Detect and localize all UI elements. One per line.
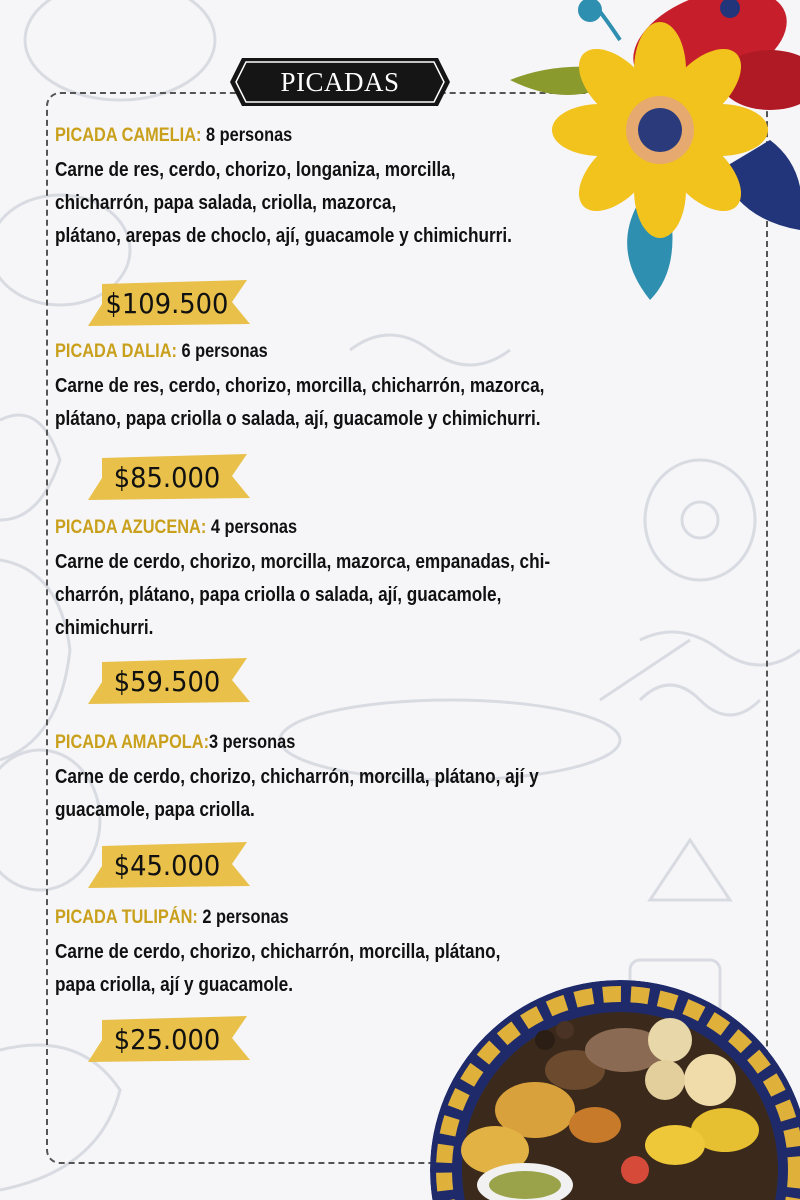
section-title-tag bbox=[228, 56, 452, 108]
price-ribbon bbox=[82, 656, 252, 706]
section-title: PICADAS bbox=[280, 67, 400, 97]
item-persons: 6 personas bbox=[176, 341, 268, 362]
item-persons: 3 personas bbox=[209, 732, 296, 753]
item-name: PICADA DALIA: bbox=[55, 341, 177, 362]
item-name: PICADA TULIPÁN: bbox=[55, 907, 198, 928]
price-ribbon bbox=[82, 278, 252, 328]
item-persons: 8 personas bbox=[201, 125, 293, 146]
price-ribbon bbox=[82, 452, 252, 502]
item-price: $25.000 bbox=[113, 1023, 221, 1056]
menu-item-dalia bbox=[55, 340, 624, 436]
food-plate-image bbox=[425, 960, 800, 1200]
item-price: $59.500 bbox=[113, 665, 221, 698]
item-name: PICADA AMAPOLA: bbox=[55, 732, 210, 753]
item-name: PICADA CAMELIA: bbox=[55, 125, 202, 146]
item-price: $109.500 bbox=[105, 287, 229, 320]
menu-item-camelia bbox=[55, 124, 586, 253]
item-description: Carne de cerdo, chorizo, morcilla, mazorca, empanadas, chi- charrón, plátano, papa criolla o salada, ají, guacamole, chimichurri. bbox=[55, 551, 551, 639]
item-description: Carne de res, cerdo, chorizo, longaniza, morcilla, chicharrón, papa salada, criolla, mazorca, plátano, arepas de choclo, ají, guacamole y chimichurri. bbox=[55, 159, 512, 247]
item-price: $45.000 bbox=[113, 849, 221, 882]
menu-item-azucena bbox=[55, 516, 631, 645]
item-name: PICADA AZUCENA: bbox=[55, 517, 207, 538]
price-ribbon bbox=[82, 840, 252, 890]
item-persons: 2 personas bbox=[197, 907, 289, 928]
item-price: $85.000 bbox=[113, 461, 221, 494]
item-persons: 4 personas bbox=[206, 517, 298, 538]
item-description: Carne de cerdo, chorizo, chicharrón, morcilla, plátano, papa criolla, ají y guacamole. bbox=[55, 941, 501, 996]
item-description: Carne de cerdo, chorizo, chicharrón, morcilla, plátano, ají y guacamole, papa criolla. bbox=[55, 766, 539, 821]
price-ribbon bbox=[82, 1014, 252, 1064]
item-description: Carne de res, cerdo, chorizo, morcilla, chicharrón, mazorca, plátano, papa criolla o salada, ají, guacamole y chimichurri. bbox=[55, 375, 545, 430]
menu-item-amapola bbox=[55, 731, 617, 827]
